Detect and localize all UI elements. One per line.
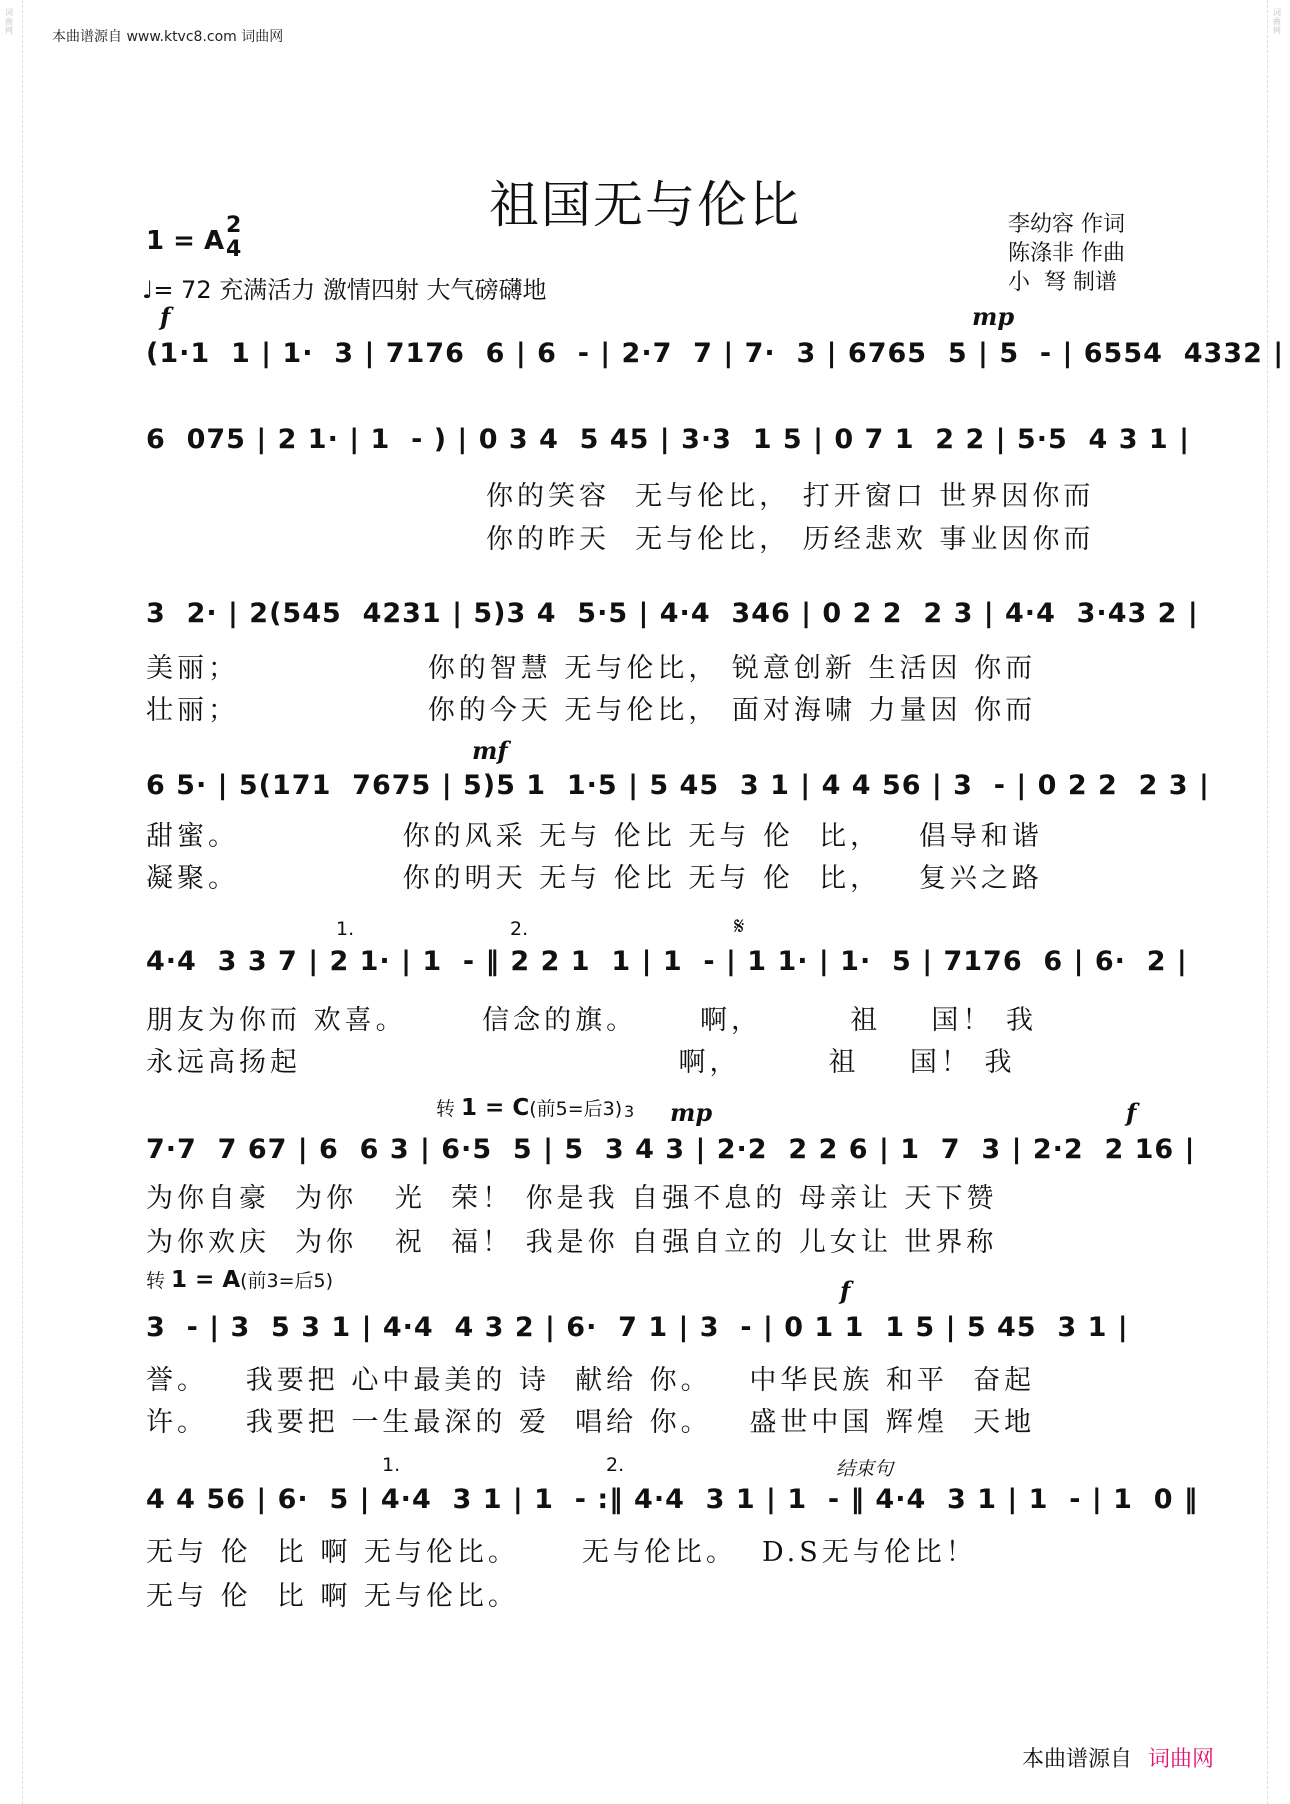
lyric-line: 无与 伦 比 啊 无与伦比。 无与伦比。 D.S无与伦比！ <box>146 1537 977 1568</box>
song-title: 祖国无与伦比 <box>489 176 801 234</box>
lyric-line: 为你自豪 为你 光 荣！ 你是我 自强不息的 母亲让 天下赞 <box>146 1183 998 1214</box>
dynamic-mark: f <box>160 302 171 331</box>
lyric-line: 壮丽； 你的今天 无与伦比， 面对海啸 力量因 你而 <box>146 695 1037 726</box>
lyric-line: 誉。 我要把 心中最美的 诗 献给 你。 中华民族 和平 奋起 <box>146 1365 1036 1396</box>
notation-row: 6 075 | 2 1· | 1 - ) | 0 3 4 5 45 | 3·3 1 5 | 0 7 1 2 2 | 5·5 4 3 1 | <box>146 424 1190 455</box>
credits <box>1008 210 1125 297</box>
dynamic-mark: f <box>840 1276 851 1305</box>
volta-1: 1. <box>336 918 355 940</box>
source-brand: 词曲网 <box>1148 1747 1215 1772</box>
source-header: 本曲谱源自 www.ktvc8.com 词曲网 <box>52 29 284 45</box>
triplet-mark: 3 <box>624 1102 635 1121</box>
time-signature-bottom: 4 <box>226 237 242 262</box>
source-footer: 本曲谱源自 词曲网 <box>1022 1747 1215 1772</box>
notation-row: 4 4 56 | 6· 5 | 4·4 3 1 | 1 - :‖ 4·4 3 1 | 1 - ‖ 4·4 3 1 | 1 - | 1 0 ‖ <box>146 1484 1199 1515</box>
notation-row: 6 5· | 5(171 7675 | 5)5 1 1·5 | 5 45 3 1 | 4 4 56 | 3 - | 0 2 2 2 3 | <box>146 770 1210 801</box>
dynamic-mark: mf <box>472 736 508 765</box>
notation-row: 4·4 3 3 7 | 2 1· | 1 - ‖ 2 2 1 1 | 1 - | 1 1· | 1· 5 | 7176 6 | 6· 2 | <box>146 946 1188 977</box>
segno-sign: 𝄋 <box>734 912 745 940</box>
lyric-line: 朋友为你而 欢喜。 信念的旗。 啊， 祖 国！ 我 <box>146 1005 1037 1036</box>
composer-credit: 陈涤非 作曲 <box>1008 241 1125 266</box>
lyric-line: 美丽； 你的智慧 无与伦比， 锐意创新 生活因 你而 <box>146 653 1037 684</box>
lyric-line: 永远高扬起 啊， 祖 国！ 我 <box>146 1047 1016 1078</box>
lyricist-credit: 李幼容 作词 <box>1008 212 1125 237</box>
left-margin-watermark: 词曲网 <box>0 0 23 1804</box>
notation-row: (1·1 1 | 1· 3 | 7176 6 | 6 - | 2·7 7 | 7· 3 | 6765 5 | 5 - | 6554 4332 | <box>146 338 1285 369</box>
lyric-line: 你的昨天 无与伦比， 历经悲欢 事业因你而 <box>486 524 1095 555</box>
right-margin-watermark: 词曲网 <box>1267 0 1290 1804</box>
lyric-line: 凝聚。 你的明天 无与 伦比 无与 伦 比， 复兴之路 <box>146 863 1043 894</box>
volta-2: 2. <box>606 1454 625 1476</box>
volta-1: 1. <box>382 1454 401 1476</box>
key-change-mark: 转 1 = A(前3=后5) <box>146 1267 334 1293</box>
lyric-line: 许。 我要把 一生最深的 爱 唱给 你。 盛世中国 辉煌 天地 <box>146 1407 1036 1438</box>
dynamic-mark: mp <box>670 1098 713 1127</box>
notation-row: 3 2· | 2(545 4231 | 5)3 4 5·5 | 4·4 346 | 0 2 2 2 3 | 4·4 3·43 2 | <box>146 598 1199 629</box>
volta-2: 2. <box>510 918 529 940</box>
lyric-line: 你的笑容 无与伦比， 打开窗口 世界因你而 <box>486 481 1095 512</box>
notation-row: 3 - | 3 5 3 1 | 4·4 4 3 2 | 6· 7 1 | 3 - | 0 1 1 1 5 | 5 45 3 1 | <box>146 1312 1129 1343</box>
time-signature <box>226 214 241 262</box>
key-signature: 1 = A <box>146 226 225 256</box>
notation-row: 7·7 7 67 | 6 6 3 | 6·5 5 | 5 3 4 3 | 2·2 2 2 6 | 1 7 3 | 2·2 2 16 | <box>146 1134 1196 1165</box>
dynamic-mark: f <box>1126 1098 1137 1127</box>
lyric-line: 为你欢庆 为你 祝 福！ 我是你 自强自立的 儿女让 世界称 <box>146 1227 998 1258</box>
tempo-marking: ♩= 72 充满活力 激情四射 大气磅礴地 <box>142 276 547 304</box>
ending-label: 结束句 <box>836 1458 894 1480</box>
key-change-mark: 转 1 = C(前5=后3) <box>436 1095 623 1121</box>
lyric-line: 无与 伦 比 啊 无与伦比。 <box>146 1581 519 1612</box>
time-signature-top: 2 <box>226 213 242 238</box>
dynamic-mark: mp <box>972 302 1015 331</box>
lyric-line: 甜蜜。 你的风采 无与 伦比 无与 伦 比， 倡导和谐 <box>146 821 1043 852</box>
transcriber-credit: 小 弩 制谱 <box>1008 270 1117 295</box>
